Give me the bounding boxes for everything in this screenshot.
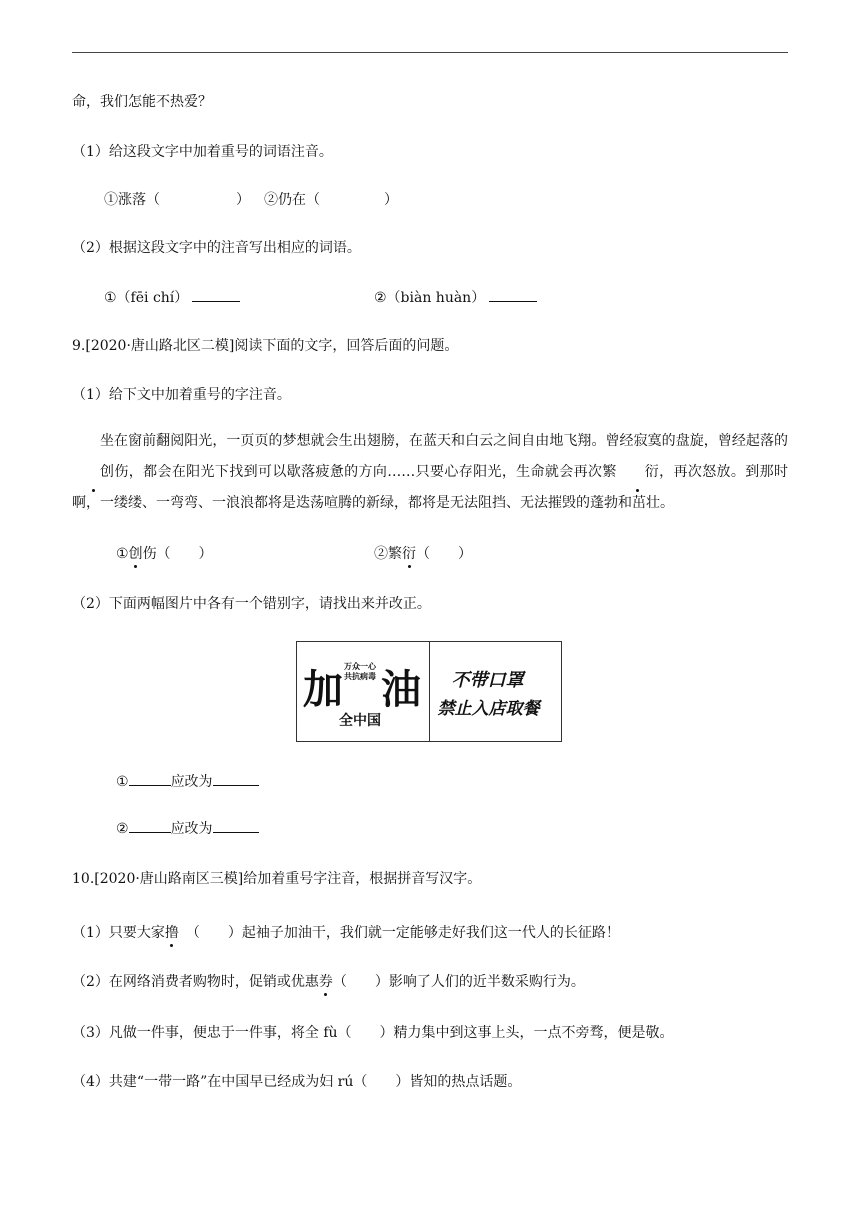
- q8-1-items: [104, 190, 398, 210]
- slogan-small: 万众一心 共抗病毒: [344, 662, 376, 681]
- question-10-title: 10.[2020·唐山路南区三模]给加着重号字注音，根据拼音写汉字。: [72, 871, 482, 887]
- image-jiayou: [297, 642, 429, 741]
- q8-item-b-close: ）: [384, 192, 398, 208]
- q9-passage: 坐在窗前翻阅阳光，一页页的梦想就会生出翅膀，在蓝天和白云之间自由地飞翔。曾经寂寞的盘旋，曾经起落的创伤，都会在阳光下找到可以歇落疲惫的方向……只要心存阳光，生命就会再次繁 衍，再次怒放。到那时啊，一缕缕、一弯弯、一浪浪都将是迭荡喧腾的新绿，都将是无法阻挡、无法摧毁的蓬勃和茁壮。: [72, 433, 789, 511]
- q10-1: （1）只要大家撸 （ ）起袖子加油干，我们就一定能够走好我们这一代人的长征路！: [72, 925, 620, 941]
- q8-2-item-b: [374, 287, 537, 308]
- pinyin-a: ①（fēi chí）: [104, 290, 189, 306]
- slogan-bottom: 全中国: [339, 713, 381, 729]
- text-line: 命，我们怎能不热爱？: [72, 94, 212, 110]
- answer-blank[interactable]: [129, 818, 171, 833]
- q8-item-a: ①涨落（: [104, 192, 160, 208]
- emphasis-char: 衍: [617, 457, 659, 488]
- emphasis-char: 创: [128, 546, 143, 562]
- error-images: [296, 641, 562, 742]
- q8-2-item-a: [104, 287, 240, 308]
- image-mask-notice: [429, 642, 562, 741]
- big-char: 油: [381, 667, 421, 713]
- q9-1-item-b: ②繁衍（ ）: [374, 546, 472, 562]
- question-8-2: （2）根据这段文字中的注音写出相应的词语。: [72, 240, 361, 256]
- q9-fix-1: ① 应改为: [116, 771, 259, 792]
- question-9-1: （1）给下文中加着重号的字注音。: [72, 387, 291, 403]
- answer-blank[interactable]: [489, 287, 537, 302]
- question-9-title: 9.[2020·唐山路北区二模]阅读下面的文字，回答后面的问题。: [72, 338, 459, 354]
- q10-4: （4）共建“一带一路”在中国早已经成为妇 rú（ ）皆知的热点话题。: [72, 1074, 522, 1090]
- answer-blank[interactable]: [192, 287, 240, 302]
- answer-blank[interactable]: [129, 771, 171, 786]
- emphasis-char: 衍: [402, 546, 416, 562]
- answer-blank[interactable]: [213, 818, 259, 833]
- q9-fix-2: ② 应改为: [116, 818, 259, 839]
- q8-item-a-close: ）: [236, 192, 250, 208]
- q9-1-item-a: ①创伤（ ）: [116, 546, 213, 562]
- answer-blank[interactable]: [213, 771, 259, 786]
- notice-line-1: 不带口罩: [451, 670, 524, 691]
- notice-line-2: 禁止入店取餐: [437, 699, 540, 719]
- big-char: 加: [303, 667, 343, 713]
- emphasis-char: 创: [72, 457, 114, 488]
- q10-2: （2）在网络消费者购物时，促销或优惠券（ ）影响了人们的近半数采购行为。: [72, 974, 585, 990]
- question-8-1: （1）给这段文字中加着重号的词语注音。: [72, 144, 333, 160]
- header-rule: [72, 52, 788, 53]
- pinyin-b: ②（biàn huàn）: [374, 290, 486, 306]
- emphasis-char: 券: [318, 974, 333, 990]
- q10-3: （3）凡做一件事，便忠于一件事，将全 fù（ ）精力集中到这事上头，一点不旁骛，便是敬。: [72, 1025, 674, 1041]
- question-9-2: （2）下面两幅图片中各有一个错别字，请找出来并改正。: [72, 596, 431, 612]
- q8-item-b: ②仍在（: [264, 192, 320, 208]
- emphasis-char: 撸: [164, 925, 179, 941]
